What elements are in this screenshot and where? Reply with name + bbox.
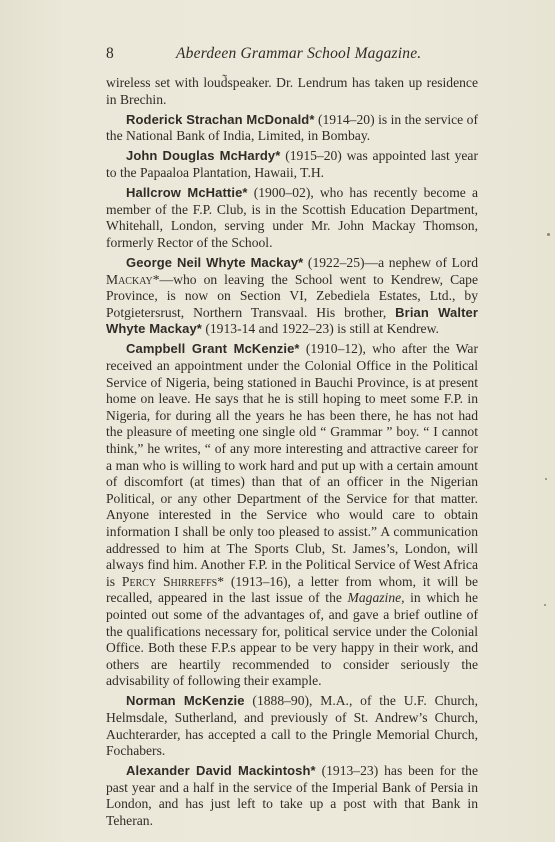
page-number: 8: [106, 45, 114, 62]
person-name: Alexander David Mackintosh*: [126, 763, 316, 779]
paper-speck: [547, 233, 550, 236]
entry-mckenzie-norman: Norman McKenzie (1888–90), M.A., of the U.F. Church, Helmsdale, Sutherland, and previously of St. Andrew’s Church, Auchterarder, has accepted a call to the Pringle Memorial Church, Fochabers.: [106, 693, 478, 759]
person-name: Hallcrow McHattie*: [126, 185, 248, 201]
entry-mckenzie-campbell: Campbell Grant McKenzie* (1910–12), who after the War received an appointment under the Colonial Office in the Political Service of Nigeria, being stationed in Bauchi Province, is at present home on leave. He says that he is still hoping to meet some F.P. in Nigeria, for during all the years he has been there, he has not had the pleasure of meeting one single old “ Grammar ” boy. “ I cannot think,” he writes, “ of any more interesting and attractive career for a man who is willing to work hard and put up with a certain amount of discomfort (at times) than that of an officer in the Nigerian Political, or any other Department of the Service for that matter. Anyone interested in the Service who would care to obtain information I shall be only too pleased to assist.” A communication addressed to him at The Sports Club, St. James’s, London, will always find him. Another F.P. in the Political Service of West Africa is Percy Shirreffs* (1913–16), a letter from whom, it will be recalled, appeared in the last issue of the Magazine, in which he pointed out some of the advantages of, and gave a brief outline of the qualifications necessary for, political service under the Colonial Office. Both these F.P.s appear to be very happy in their work, and others are heartily recommended to consider seriously the advisability of following their example.: [106, 341, 479, 689]
entry-mackintosh: Alexander David Mackintosh* (1913–23) has been for the past year and a half in the service of the Imperial Bank of Persia in London, and has just left to take up a post with that Bank in Teheran.: [106, 763, 478, 829]
person-name: George Neil Whyte Mackay*: [126, 254, 304, 270]
person-name: John Douglas McHardy*: [126, 148, 281, 164]
person-name: Roderick Strachan McDonald*: [126, 111, 315, 127]
person-name: Brian Walter Whyte Mackay*: [106, 304, 478, 337]
paper-speck: [545, 478, 547, 480]
entry-mchardy: John Douglas McHardy* (1915–20) was appointed last year to the Papaaloa Plantation, Hawaii, T.H.: [106, 148, 478, 180]
smallcaps-name: Mackay*: [106, 271, 160, 287]
smallcaps-name: Percy Shirreffs*: [121, 573, 225, 589]
magazine-title: Magazine,: [347, 590, 405, 606]
person-name: Norman McKenzie: [126, 693, 245, 709]
person-name: Campbell Grant McKenzie*: [126, 341, 300, 357]
paper-speck: [544, 604, 546, 606]
paragraph-continuation: wireless set with loud̃speaker. Dr. Lendrum has taken up residence in Brechin.: [106, 75, 478, 107]
page-header: [106, 45, 476, 65]
entry-mchattie: Hallcrow McHattie* (1900–02), who has recently become a member of the F.P. Club, is in the Scottish Education Department, Whitehall, London, serving under Mr. John Mackay Thomson, formerly Rector of the School.: [106, 185, 478, 250]
running-title: Aberdeen Grammar School Magazine.: [176, 45, 422, 62]
entry-mackay: George Neil Whyte Mackay* (1922–25)—a nephew of Lord Mackay*—who on leaving the School went to Kendrew, Cape Province, is now on Section VI, Zebediela Estates, Ltd., by Potgietersrust, Northern Transvaal. His brother, Brian Walter Whyte Mackay* (1913-14 and 1922–23) is still at Kendrew.: [106, 254, 478, 337]
entry-mcdonald: Roderick Strachan McDonald* (1914–20) is in the service of the National Bank of India, Limited, in Bombay.: [106, 111, 478, 144]
article-body: [106, 75, 478, 833]
